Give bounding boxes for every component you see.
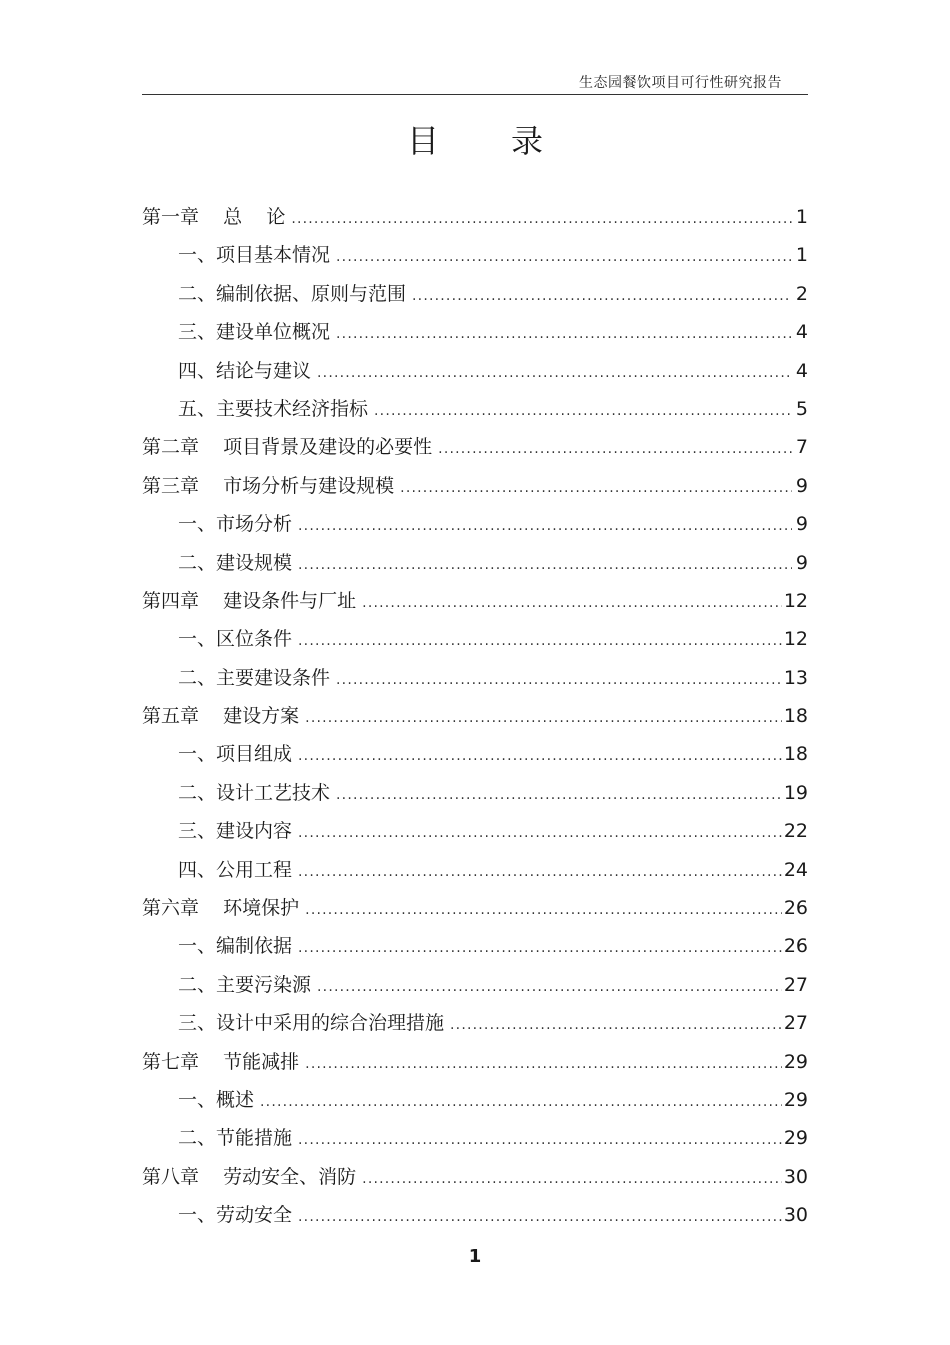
toc-entry-page: 18 [783,743,808,766]
toc-entry-page: 12 [783,589,808,612]
toc-section-entry[interactable] [142,620,814,658]
toc-entry-page: 29 [783,1088,808,1111]
toc-chapter-entry[interactable] [142,198,814,236]
toc-dot-leader [298,814,782,852]
toc-section-entry[interactable] [142,927,814,965]
toc-dot-leader [438,430,792,468]
toc-dot-leader [412,277,792,315]
toc-chapter-entry[interactable] [142,697,814,735]
toc-dot-leader [450,1006,782,1044]
toc-entry-label: 第七章 节能减排 [142,1050,300,1073]
toc-section-entry[interactable] [142,1119,814,1157]
toc-section-entry[interactable] [142,236,814,274]
toc-entry-label: 一、概述 [178,1088,255,1111]
toc-chapter-entry[interactable] [142,1158,814,1196]
toc-entry-page: 26 [783,935,808,958]
toc-entry-label: 二、主要污染源 [178,973,312,996]
toc-chapter-entry[interactable] [142,467,814,505]
toc-section-entry[interactable] [142,774,814,812]
toc-entry-label: 三、设计中采用的综合治理措施 [178,1012,445,1035]
toc-dot-leader [298,546,792,584]
toc-section-entry[interactable] [142,390,814,428]
page-number: 1 [468,1246,482,1267]
toc-dot-leader [298,1121,782,1159]
toc-dot-leader [336,238,792,276]
toc-entry-page: 9 [795,474,808,497]
toc-entry-page: 9 [795,551,808,574]
toc-dot-leader [298,737,782,775]
toc-entry-label: 第五章 建设方案 [142,705,300,728]
toc-dot-leader [362,1160,782,1198]
toc-section-entry[interactable] [142,1004,814,1042]
toc-entry-label: 二、主要建设条件 [178,666,331,689]
toc-entry-label: 四、结论与建议 [178,359,312,382]
toc-entry-page: 26 [783,897,808,920]
toc-section-entry[interactable] [142,735,814,773]
toc-dot-leader [298,622,782,660]
toc-entry-page: 13 [783,666,808,689]
toc-section-entry[interactable] [142,812,814,850]
toc-entry-label: 四、公用工程 [178,858,293,881]
toc-entry-label: 一、项目组成 [178,743,293,766]
toc-dot-leader [291,200,792,238]
toc-entry-page: 27 [783,1012,808,1035]
toc-entry-page: 30 [783,1204,808,1227]
toc-entry-label: 第六章 环境保护 [142,897,300,920]
toc-dot-leader [298,507,792,545]
toc-dot-leader [317,354,792,392]
toc-entry-label: 一、项目基本情况 [178,244,331,267]
toc-dot-leader [400,469,792,507]
toc-dot-leader [362,584,782,622]
toc-entry-label: 一、编制依据 [178,935,293,958]
toc-entry-page: 30 [783,1165,808,1188]
toc-dot-leader [336,315,792,353]
toc-entry-page: 5 [795,397,808,420]
toc-dot-leader [336,776,782,814]
toc-section-entry[interactable] [142,1196,814,1234]
toc-section-entry[interactable] [142,505,814,543]
header-rule [142,94,808,95]
toc-entry-page: 19 [783,781,808,804]
toc-section-entry[interactable] [142,275,814,313]
toc-entry-page: 1 [795,244,808,267]
toc-entry-page: 24 [783,858,808,881]
toc-entry-page: 18 [783,705,808,728]
toc-dot-leader [336,661,782,699]
toc-entry-label: 五、主要技术经济指标 [178,397,369,420]
toc-entry-page: 29 [783,1127,808,1150]
toc-entry-label: 三、建设单位概况 [178,321,331,344]
toc-section-entry[interactable] [142,966,814,1004]
toc-dot-leader [305,699,782,737]
toc-entry-page: 2 [795,282,808,305]
toc-entry-page: 22 [783,820,808,843]
toc-entry-page: 7 [795,436,808,459]
toc-entry-page: 4 [795,359,808,382]
toc-dot-leader [305,1045,782,1083]
toc-dot-leader [305,891,782,929]
toc-entry-page: 27 [783,973,808,996]
running-header: 生态园餐饮项目可行性研究报告 [579,75,782,91]
toc-chapter-entry[interactable] [142,582,814,620]
toc-chapter-entry[interactable] [142,428,814,466]
toc-dot-leader [260,1083,782,1121]
toc-entry-page: 29 [783,1050,808,1073]
toc-dot-leader [298,929,782,967]
toc-dot-leader [374,392,792,430]
toc-section-entry[interactable] [142,1081,814,1119]
toc-entry-label: 一、区位条件 [178,628,293,651]
toc-entry-page: 4 [795,321,808,344]
toc-section-entry[interactable] [142,851,814,889]
toc-entry-label: 三、建设内容 [178,820,293,843]
toc-entry-page: 9 [795,513,808,536]
table-of-contents [142,198,814,1235]
toc-section-entry[interactable] [142,659,814,697]
toc-dot-leader [298,853,782,891]
toc-title: 目录 [406,122,615,160]
toc-section-entry[interactable] [142,352,814,390]
toc-entry-label: 第一章 总 论 [142,206,286,228]
toc-entry-label: 第三章 市场分析与建设规模 [142,474,395,497]
toc-chapter-entry[interactable] [142,889,814,927]
toc-entry-label: 二、编制依据、原则与范围 [178,282,407,305]
toc-entry-label: 第二章 项目背景及建设的必要性 [142,436,433,459]
toc-entry-page: 12 [783,628,808,651]
toc-dot-leader [317,968,782,1006]
toc-entry-label: 二、节能措施 [178,1127,293,1150]
toc-entry-label: 一、市场分析 [178,513,293,536]
toc-entry-label: 二、建设规模 [178,551,293,574]
toc-entry-page: 1 [795,206,808,228]
toc-dot-leader [298,1198,782,1236]
toc-entry-label: 一、劳动安全 [178,1204,293,1227]
toc-section-entry[interactable] [142,313,814,351]
toc-section-entry[interactable] [142,544,814,582]
toc-chapter-entry[interactable] [142,1043,814,1081]
toc-entry-label: 第八章 劳动安全、消防 [142,1165,357,1188]
toc-entry-label: 二、设计工艺技术 [178,781,331,804]
toc-entry-label: 第四章 建设条件与厂址 [142,589,357,612]
